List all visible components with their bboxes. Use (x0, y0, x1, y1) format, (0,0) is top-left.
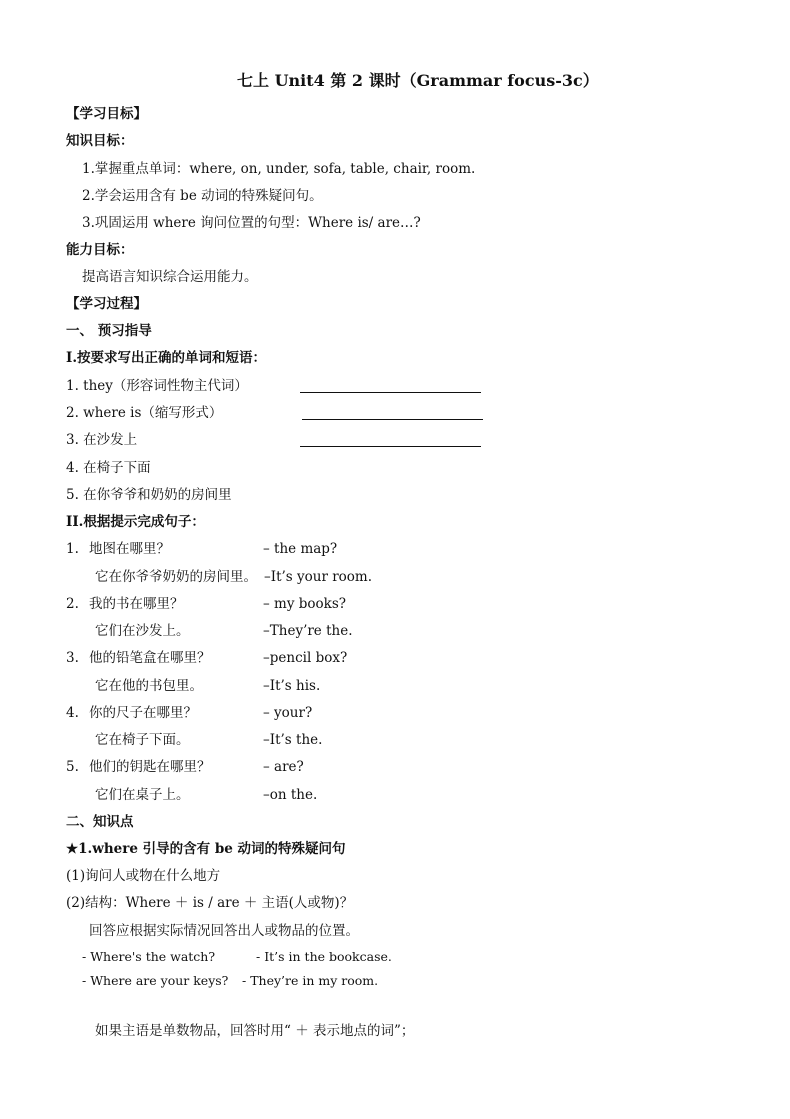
vocab-item-1: 1. they（形容词性物主代词） (66, 378, 248, 394)
sentence-3-number: 3. (66, 650, 79, 666)
sentence-5-answer-cn: 它们在桌子上。 (95, 787, 190, 803)
sentence-2-question-en: – my books? (263, 596, 347, 612)
sentence-4-question-en: – your? (263, 705, 313, 721)
sentence-2-question-cn: 我的书在哪里？ (89, 596, 184, 612)
vocab-item-2: 2. where is（缩写形式） (66, 405, 223, 421)
answer-blank-2[interactable] (302, 419, 483, 420)
vocab-item-5: 5. 在你爷爷和奶奶的房间里 (66, 487, 232, 503)
sentence-5-question-cn: 他们的钥匙在哪里？ (89, 759, 211, 775)
answer-note: 回答应根据实际情况回答出人或物品的位置。 (89, 923, 359, 939)
example-1-question: - Where's the watch? (82, 949, 216, 964)
sentence-1-answer-en: –It’s your room. (264, 569, 373, 585)
objective-item-1: 1.掌握重点单词：where, on, under, sofa, table, chair, room. (82, 161, 476, 177)
objectives-heading: 【学习目标】 (66, 106, 147, 122)
part-1-heading: I.按要求写出正确的单词和短语： (66, 350, 267, 366)
sentence-4-answer-cn: 它在椅子下面。 (95, 732, 190, 748)
sentence-2-answer-en: –They’re the. (263, 623, 353, 639)
sentence-1-answer-cn: 它在你爷爷奶奶的房间里。 (95, 569, 257, 585)
sentence-4-answer-en: –It’s the. (263, 732, 323, 748)
sentence-4-number: 4. (66, 705, 79, 721)
answer-blank-1[interactable] (300, 392, 481, 393)
sentence-3-question-cn: 他的铅笔盒在哪里？ (89, 650, 211, 666)
sentence-3-answer-en: –It’s his. (263, 678, 321, 694)
sentence-1-question-cn: 地图在哪里？ (89, 541, 170, 557)
answer-blank-3[interactable] (300, 446, 481, 447)
knowledge-goals-label: 知识目标： (66, 133, 134, 149)
sentence-5-question-en: – are? (263, 759, 304, 775)
example-1-answer: - It’s in the bookcase. (256, 949, 392, 964)
knowledge-sub-2: (2)结构：Where ＋ is / are ＋ 主语(人或物)？ (66, 895, 354, 911)
sentence-1-question-en: – the map? (263, 541, 338, 557)
sentence-5-number: 5. (66, 759, 79, 775)
section-1-heading: 一、 预习指导 (66, 323, 152, 339)
sentence-3-answer-cn: 它在他的书包里。 (95, 678, 203, 694)
sentence-2-answer-cn: 它们在沙发上。 (95, 623, 190, 639)
sentence-4-question-cn: 你的尺子在哪里？ (89, 705, 197, 721)
ability-goals-label: 能力目标： (66, 242, 134, 258)
objective-item-2: 2.学会运用含有 be 动词的特殊疑问句。 (82, 188, 323, 204)
sentence-3-question-en: –pencil box? (263, 650, 348, 666)
process-heading: 【学习过程】 (66, 296, 147, 312)
example-2-answer: - They’re in my room. (242, 973, 379, 988)
knowledge-point-1: ★1.where 引导的含有 be 动词的特殊疑问句 (66, 841, 346, 857)
vocab-item-3: 3. 在沙发上 (66, 432, 138, 448)
knowledge-sub-1: (1)询问人或物在什么地方 (66, 868, 221, 884)
vocab-item-4: 4. 在椅子下面 (66, 460, 151, 476)
singular-subject-note: 如果主语是单数物品，回答时用“ ＋ 表示地点的词”； (95, 1023, 415, 1039)
ability-goals-text: 提高语言知识综合运用能力。 (82, 269, 258, 285)
section-2-heading: 二、知识点 (66, 814, 134, 830)
sentence-5-answer-en: –on the. (263, 787, 318, 803)
page-title: 七上 Unit4 第 2 课时（Grammar focus-3c） (237, 71, 599, 90)
example-2-question: - Where are your keys? (82, 973, 229, 988)
sentence-2-number: 2. (66, 596, 79, 612)
sentence-1-number: 1. (66, 541, 79, 557)
objective-item-3: 3.巩固运用 where 询问位置的句型：Where is/ are…? (82, 215, 421, 231)
part-2-heading: II.根据提示完成句子： (66, 514, 205, 530)
